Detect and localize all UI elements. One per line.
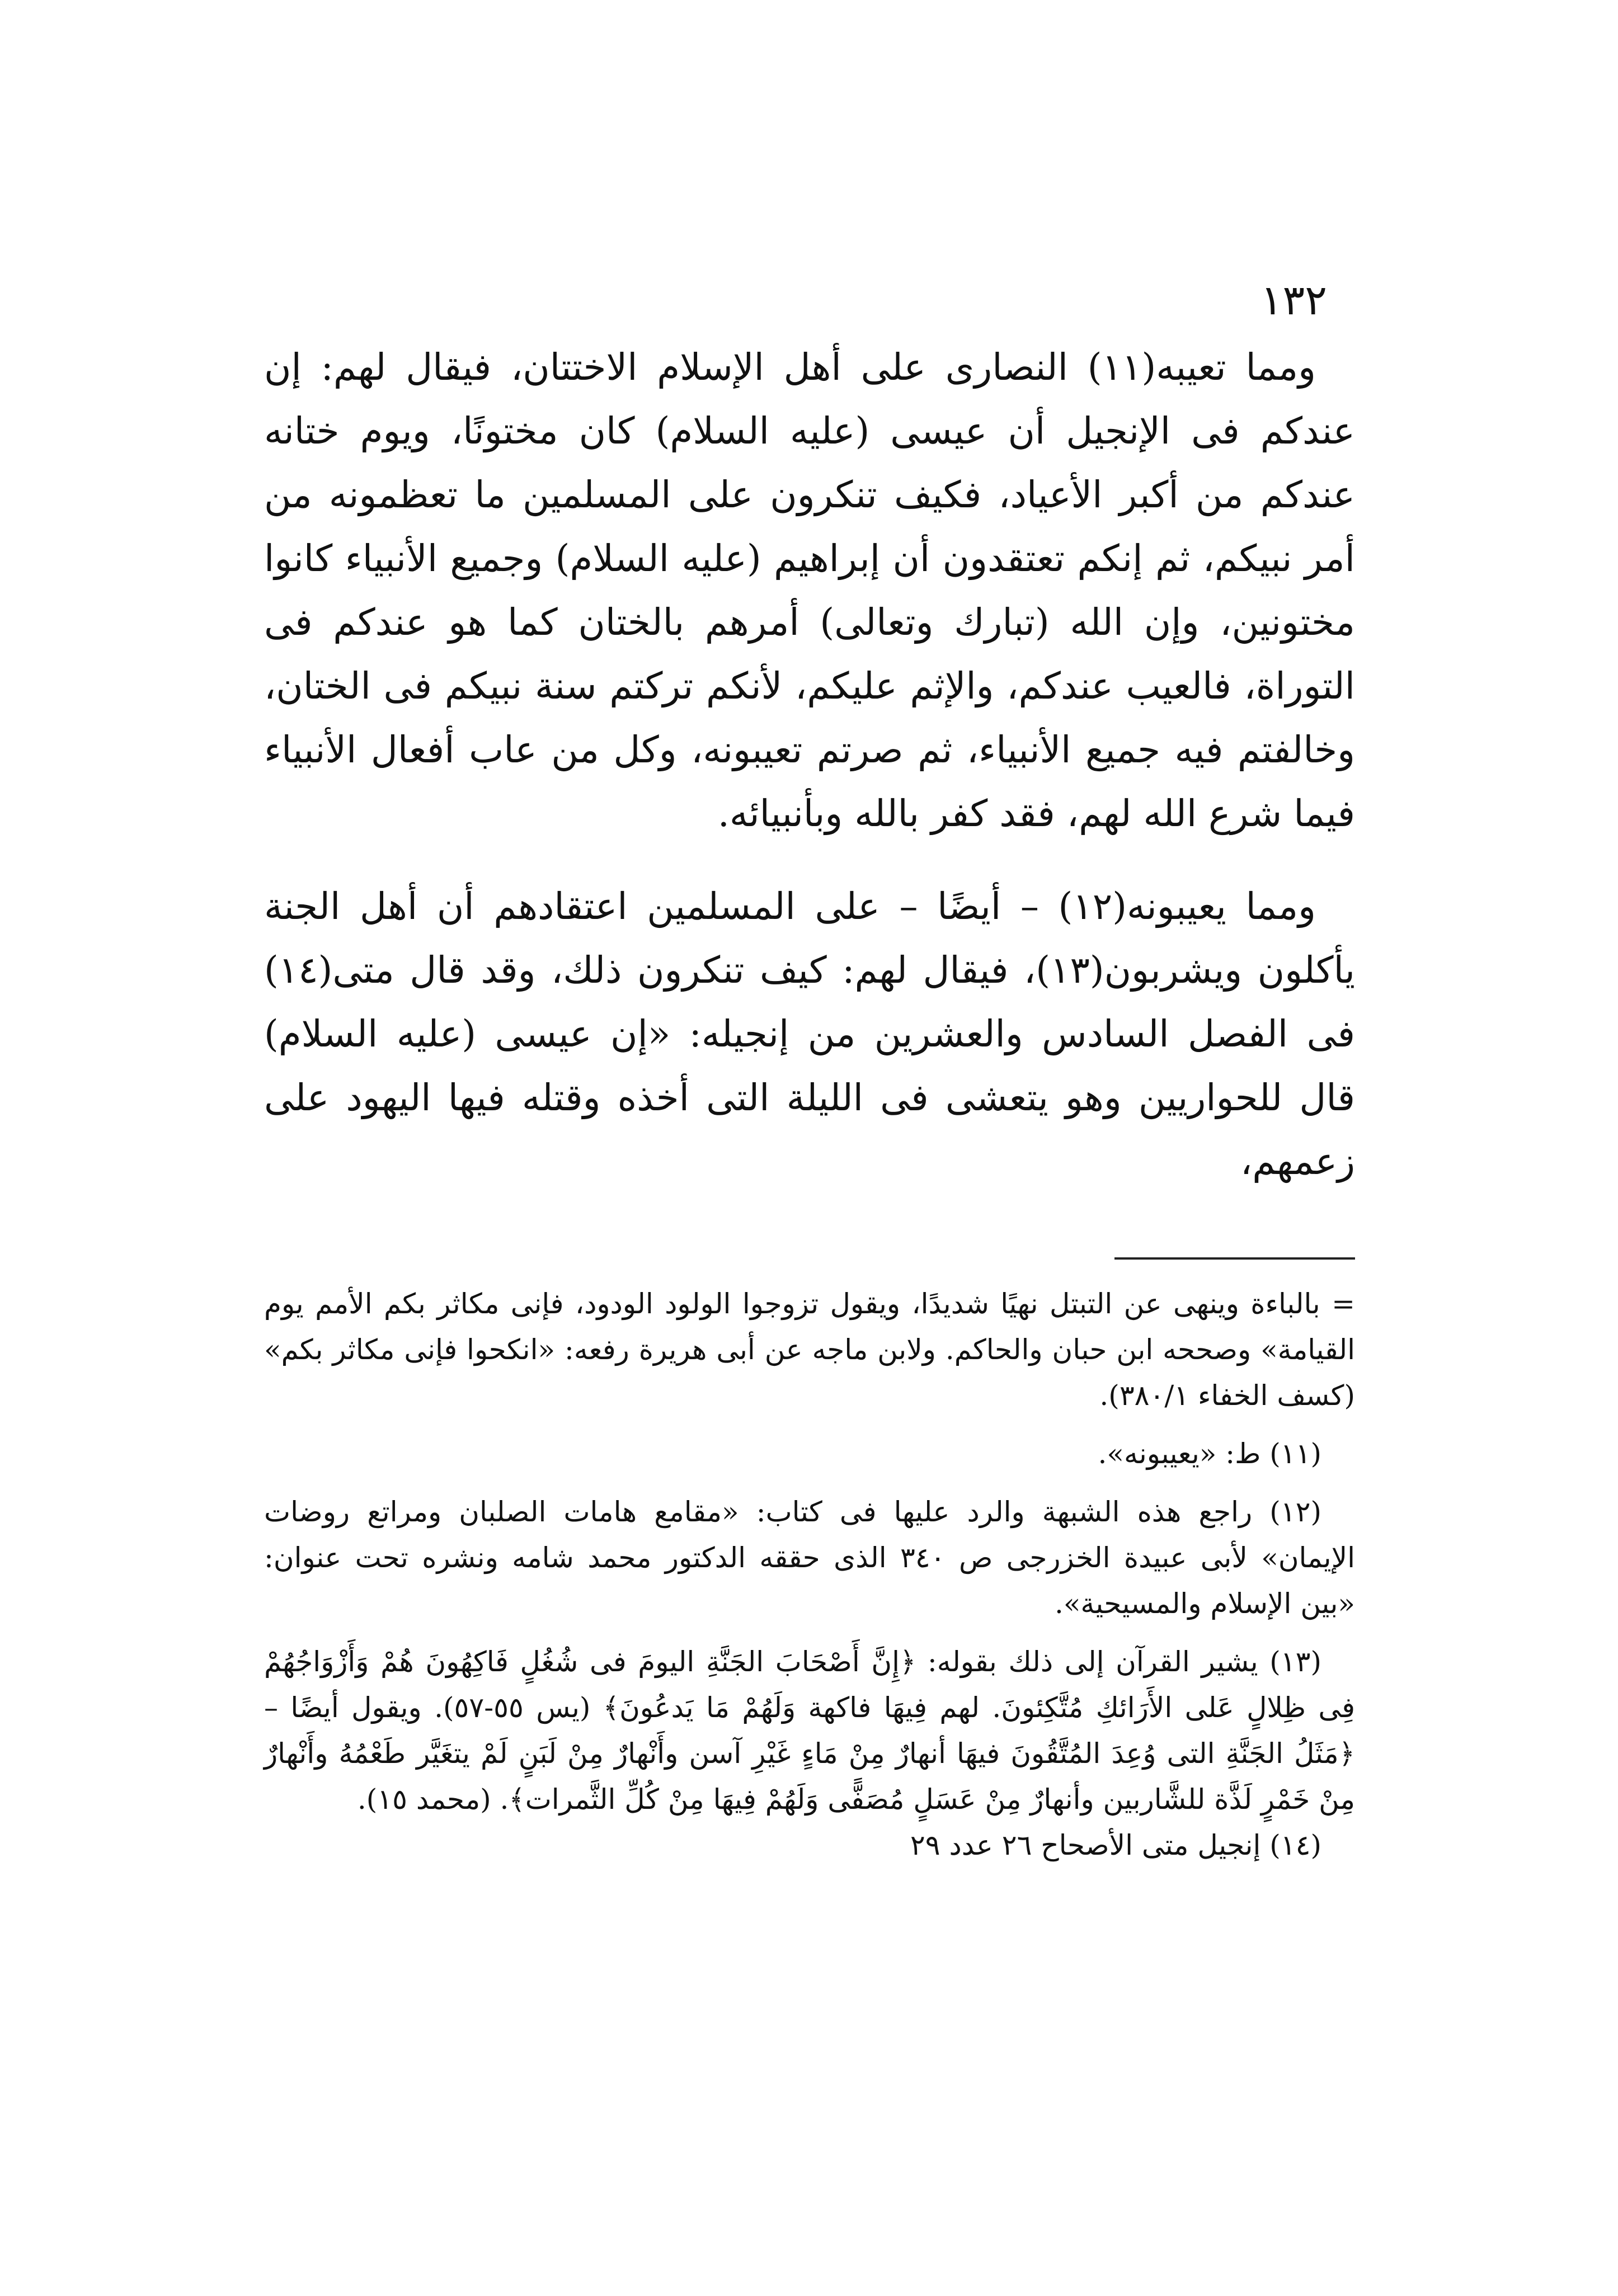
footnote-11: (١١) ط: «يعيبونه». [1098,1437,1321,1470]
footnotes [264,1281,1355,1880]
main-paragraph-1: ومما تعيبه(١١) النصارى على أهل الإسلام الاختتان، فيقال لهم: إن عندكم فى الإنجيل أن عيسى (عليه السلام) كان مختونًا، ويوم ختانه عندكم من أكبر الأعياد، فكيف تنكرون على المسلمين ما تعظمونه من أمر نبيكم، ثم إنكم تعتقدون أن إبراهيم (عليه السلام) وجميع الأنبياء كانوا مختونين، وإن الله (تبارك وتعالى) أمرهم بالختان كما هو عندكم فى التوراة، فالعيب عندكم، والإثم عليكم، لأنكم تركتم سنة نبيكم فى الختان، وخالفتم فيه جميع الأنبياء، ثم صرتم تعيبونه، وكل من عاب أفعال الأنبياء فيما شرع الله لهم، فقد كفر بالله وبأنبيائه. [264,346,1355,835]
main-text [264,336,1355,1223]
footnote-13: (١٣) يشير القرآن إلى ذلك بقوله: ﴿إِنَّ أَصْحَابَ الجَنَّةِ اليومَ فى شُغُلٍ فَاكِهُونَ هُمْ وَأَزْوَاجُهُمْ فِى ظِلالٍ عَلى الأَرَائكِ مُتَّكِئونَ. لهم فِيهَا فاكهة وَلَهُمْ مَا يَدعُونَ﴾ (يس ٥٥-٥٧). ويقول أيضًا – ﴿مَثَلُ الجَنَّةِ التى وُعِدَ المُتَّقُونَ فيهَا أنهارٌ مِنْ مَاءٍ غَيْرِ آسن وأَنْهارٌ مِنْ لَبَنٍ لَمْ يتغَيَّر طَعْمُهُ وأَنْهارٌ مِنْ خَمْرٍ لَذَّة للشَّاربين وأنهارٌ مِنْ عَسَلٍ مُصَفًّى وَلَهُمْ فِيهَا مِنْ كُلِّ الثَّمرات﴾. (محمد ١٥). [264,1646,1355,1816]
footnote-14: (١٤) إنجيل متى الأصحاح ٢٦ عدد ٢٩ [910,1829,1321,1861]
footnote-divider [1114,1257,1355,1260]
page-number: ١٣٢ [1260,276,1327,324]
footnote-12: (١٢) راجع هذه الشبهة والرد عليها فى كتاب: «مقامع هامات الصلبان ومراتع روضات الإيمان» لأبى عبيدة الخزرجى ص ٣٤٠ الذى حققه الدكتور محمد شامه ونشره تحت عنوان: «بين الإسلام والمسيحية». [264,1496,1355,1620]
footnote-continuation: = بالباءة وينهى عن التبتل نهيًا شديدًا، ويقول تزوجوا الولود الودود، فإنى مكاثر بكم الأمم يوم القيامة» وصححه ابن حبان والحاكم. ولابن ماجه عن أبى هريرة رفعه: «انكحوا فإنى مكاثر بكم» (كسف الخفاء ٣٨٠/١). [264,1288,1355,1412]
main-paragraph-2: ومما يعيبونه(١٢) – أيضًا – على المسلمين اعتقادهم أن أهل الجنة يأكلون ويشربون(١٣)، فيقال لهم: كيف تنكرون ذلك، وقد قال متى(١٤) فى الفصل السادس والعشرين من إنجيله: «إن عيسى (عليه السلام) قال للحواريين وهو يتعشى فى الليلة التى أخذه وقتله فيها اليهود على زعمهم، [264,885,1355,1183]
